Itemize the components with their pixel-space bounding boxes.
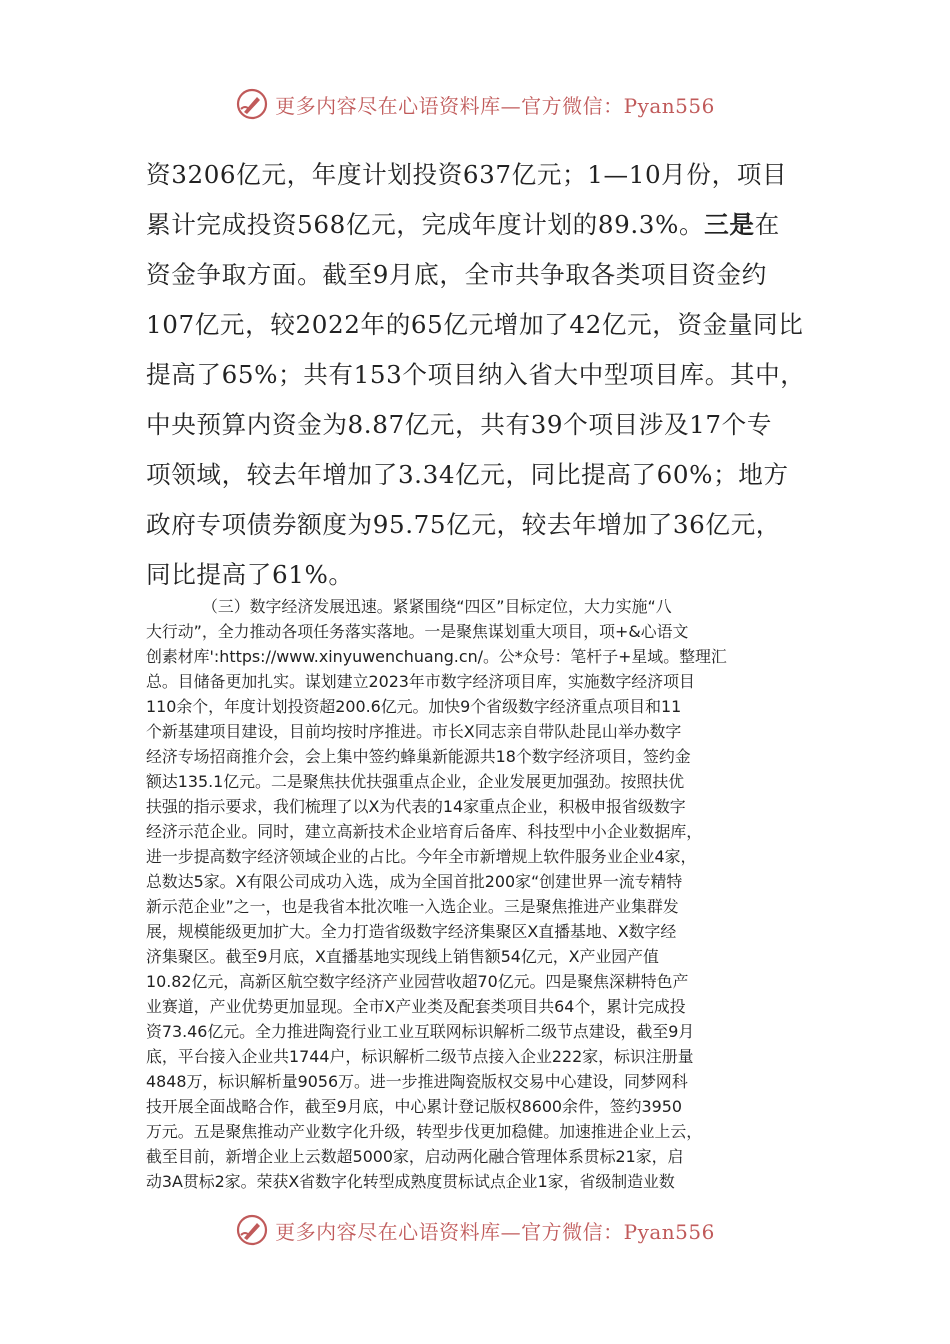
text-line: 中央预算内资金为8.87亿元，共有39个项目涉及17个专 xyxy=(146,410,773,439)
text-line: 动3A贯标2家。荣获X省数字化转型成熟度贯标试点企业1家，省级制造业数 xyxy=(146,1172,675,1191)
text-line: 110余个，年度计划投资超200.6亿元。加快9个省级数字经济重点项目和11 xyxy=(146,697,682,716)
body-paragraph-small xyxy=(146,594,810,1194)
text-line: 4848万，标识解析量9056万。进一步推进陶瓷版权交易中心建设，同梦网科 xyxy=(146,1072,688,1091)
text-line: 进一步提高数字经济领域企业的占比。今年全市新增规上软件服务业企业4家， xyxy=(146,847,697,866)
watermark-text: 更多内容尽在心语资料库—官方微信：Pyan556 xyxy=(275,93,715,118)
text-line: 展，规模能级更加扩大。全力打造省级数字经济集聚区X直播基地、X数字经 xyxy=(146,922,677,941)
text-line: 大行动”，全力推动各项任务落实落地。一是聚焦谋划重大项目，项+&心语文 xyxy=(146,622,689,641)
hand-pen-logo-icon xyxy=(235,87,269,121)
watermark-text: 更多内容尽在心语资料库—官方微信：Pyan556 xyxy=(275,1219,715,1244)
text-fragment: 在 xyxy=(754,210,780,239)
text-line: 截至目前，新增企业上云数超5000家，启动两化融合管理体系贯标21家，启 xyxy=(146,1147,684,1166)
text-line: 10.82亿元，高新区航空数字经济产业园营收超70亿元。四是聚焦深耕特色产 xyxy=(146,972,689,991)
body-paragraph-large xyxy=(146,150,816,600)
text-line: 技开展全面战略合作，截至9月底，中心累计登记版权8600余件，签约3950 xyxy=(146,1097,682,1116)
text-line xyxy=(146,200,816,250)
text-line: 扶强的指示要求，我们梳理了以X为代表的14家重点企业，积极申报省级数字 xyxy=(146,797,686,816)
text-line: 107亿元，较2022年的65亿元增加了42亿元，资金量同比 xyxy=(146,310,804,339)
text-line: 个新基建项目建设，目前均按时序推进。市长X同志亲自带队赴昆山举办数字 xyxy=(146,722,682,741)
text-line: 总。目储备更加扎实。谋划建立2023年市数字经济项目库，实施数字经济项目 xyxy=(146,672,695,691)
text-line: 经济示范企业。同时，建立高新技术企业培育后备库、科技型中小企业数据库， xyxy=(146,822,703,841)
watermark-header xyxy=(0,84,950,124)
text-line: 济集聚区。截至9月底，X直播基地实现线上销售额54亿元，X产业园产值 xyxy=(146,947,659,966)
text-line: 资73.46亿元。全力推进陶瓷行业工业互联网标识解析二级节点建设，截至9月 xyxy=(146,1022,695,1041)
watermark-footer xyxy=(0,1210,950,1250)
text-line: 提高了65%；共有153个项目纳入省大中型项目库。其中， xyxy=(146,360,806,389)
hand-pen-logo-icon xyxy=(235,1213,269,1247)
text-line: 创素材库':https://www.xinyuwenchuang.cn/。公*众号：笔杆子+星域。整理汇 xyxy=(146,647,727,666)
text-line: 额达135.1亿元。二是聚焦扶优扶强重点企业，企业发展更加强劲。按照扶优 xyxy=(146,772,685,791)
text-line: （三）数字经济发展迅速。紧紧围绕“四区”目标定位，大力实施“八 xyxy=(202,597,672,616)
text-line: 政府专项债券额度为95.75亿元，较去年增加了36亿元， xyxy=(146,510,781,539)
text-line: 项领域，较去年增加了3.34亿元，同比提高了60%；地方 xyxy=(146,460,789,489)
bold-phrase: 三是 xyxy=(704,210,755,239)
text-line: 新示范企业”之一，也是我省本批次唯一入选企业。三是聚焦推进产业集群发 xyxy=(146,897,679,916)
text-line: 经济专场招商推介会，会上集中签约蜂巢新能源共18个数字经济项目，签约金 xyxy=(146,747,691,766)
text-line: 底，平台接入企业共1744户，标识解析二级节点接入企业222家，标识注册量 xyxy=(146,1047,694,1066)
text-line: 总数达5家。X有限公司成功入选，成为全国首批200家“创建世界一流专精特 xyxy=(146,872,683,891)
text-line: 资金争取方面。截至9月底，全市共争取各类项目资金约 xyxy=(146,260,767,289)
text-line: 资3206亿元，年度计划投资637亿元；1—10月份，项目 xyxy=(146,160,788,189)
text-line: 万元。五是聚焦推动产业数字化升级，转型步伐更加稳健。加速推进企业上云， xyxy=(146,1122,703,1141)
text-fragment: 累计完成投资568亿元，完成年度计划的89.3%。 xyxy=(146,210,705,239)
text-line: 业赛道，产业优势更加显现。全市X产业类及配套类项目共64个，累计完成投 xyxy=(146,997,686,1016)
text-line: 同比提高了61%。 xyxy=(146,560,354,589)
